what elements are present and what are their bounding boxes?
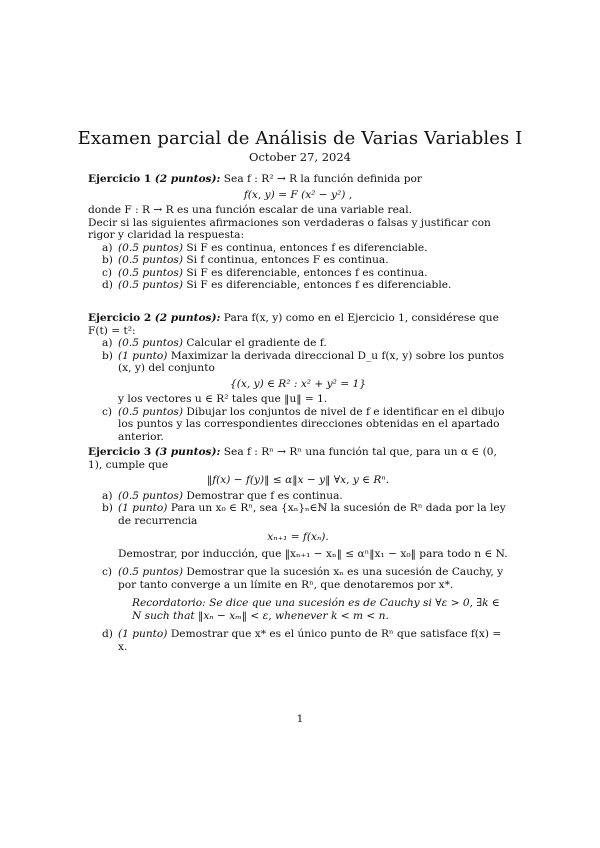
exercise-1-item — [88, 267, 508, 280]
item-points: (1 punto) — [118, 349, 168, 362]
item-label: a) — [102, 337, 113, 349]
item-label: a) — [102, 241, 113, 254]
item-text: Si f continua, entonces F es continua. — [186, 254, 389, 266]
exercise-3-reminder: Recordatorio: Se dice que una sucesión es de Cauchy si ∀ε > 0, ∃k ∈ N such that ‖xₙ − xₘ‖ < ε, whenever k < m < n. — [132, 597, 500, 622]
item-points: (0.5 puntos) — [118, 337, 183, 349]
exercise-1-heading: Ejercicio 1 — [88, 173, 152, 185]
item-label: d) — [102, 628, 113, 640]
exercise-2 — [88, 312, 508, 443]
item-label: b) — [102, 349, 113, 362]
item-points: (0.5 puntos) — [118, 279, 183, 291]
exercise-1-intro-text: Sea f : R² → R la función definida por — [223, 173, 422, 185]
exercise-1-item — [88, 279, 508, 292]
item-label: c) — [102, 566, 113, 578]
exercise-1-points: (2 puntos): — [154, 173, 221, 185]
item-text: Si F es continua, entonces f es diferenciable. — [186, 241, 428, 254]
item-text: Dibujar los conjuntos de nivel de f e identificar en el dibujo los puntos y las correspondientes direcciones obtenidas en el apartado anterior. — [118, 405, 505, 443]
exercise-3-inequality: ‖f(x) − f(y)‖ ≤ α‖x − y‖ ∀x, y ∈ Rⁿ. — [206, 474, 390, 486]
page-number: 1 — [296, 713, 304, 725]
item-points: (0.5 puntos) — [118, 566, 183, 578]
item-text: Si F es diferenciable, entonces f es continua. — [186, 266, 428, 279]
item-points: (0.5 puntos) — [118, 405, 183, 418]
item-label: c) — [102, 405, 113, 418]
item-label: a) — [102, 489, 113, 502]
item-text: Maximizar la derivada direccional D_u f(x, y) sobre los puntos (x, y) del conjunto — [118, 349, 505, 374]
exercise-1 — [88, 173, 508, 292]
exercise-2-intro-text: Para f(x, y) como en el Ejercicio 1, considérese que F(t) = t²: — [88, 312, 499, 337]
exercise-1-where: donde F : R → R es una función escalar de una variable real. — [88, 204, 412, 216]
exercise-2-item-c — [88, 406, 508, 444]
item-points: (0.5 puntos) — [118, 241, 183, 254]
page-title: Examen parcial de Análisis de Varias Variables I — [77, 128, 523, 149]
exercise-3-intro — [88, 446, 508, 471]
item-label: d) — [102, 279, 113, 291]
exercise-3-intro-text: Sea f : Rⁿ → Rⁿ una función tal que, para un α ∈ (0, 1), cumple que — [88, 446, 497, 471]
item-points: (1 punto) — [118, 502, 168, 514]
exercise-3-item-b-end: Demostrar, por inducción, que ‖xₙ₊₁ − xₙ‖ ≤ αⁿ‖x₁ − x₀‖ para todo n ∈ N. — [118, 547, 508, 560]
exam-date: October 27, 2024 — [249, 150, 351, 164]
exercise-3-points: (3 puntos): — [154, 446, 221, 458]
item-text: Demostrar que la sucesión xₙ es una sucesión de Cauchy, y por tanto converge a un límite en Rⁿ, que denotaremos por x*. — [118, 566, 504, 591]
item-text: Demostrar que f es continua. — [186, 489, 343, 502]
item-points: (0.5 puntos) — [118, 489, 183, 502]
exercise-3-item-d — [88, 628, 508, 653]
exercise-2-intro — [88, 312, 508, 337]
item-text: Si F es diferenciable, entonces f es diferenciable. — [186, 279, 452, 291]
exercise-1-item — [88, 242, 508, 255]
exercise-1-item — [88, 254, 508, 267]
exercise-1-intro — [88, 173, 508, 186]
item-points: (0.5 puntos) — [118, 254, 183, 266]
item-points: (0.5 puntos) — [118, 266, 183, 279]
exercise-2-heading: Ejercicio 2 — [88, 312, 152, 324]
item-text: Para un x₀ ∈ Rⁿ, sea {xₙ}ₙ∈ℕ la sucesión de Rⁿ dada por la ley de recurrencia — [118, 502, 506, 527]
item-label: b) — [102, 502, 113, 514]
exercise-3-recurrence: xₙ₊₁ = f(xₙ). — [267, 531, 329, 543]
exercise-3-item-b — [88, 502, 508, 527]
exercise-2-set: {(x, y) ∈ R² : x² + y² = 1} — [230, 377, 366, 390]
item-label: c) — [102, 266, 113, 279]
exercise-2-points: (2 puntos): — [154, 312, 221, 324]
exercise-1-prompt: Decir si las siguientes afirmaciones son verdaderas o falsas y justificar con rigor y claridad la respuesta: — [88, 216, 491, 241]
exercise-3-heading: Ejercicio 3 — [88, 446, 152, 458]
item-text: Calcular el gradiente de f. — [186, 337, 327, 349]
exercise-3-item-a — [88, 490, 508, 503]
exercise-2-item-b — [88, 350, 508, 375]
exercise-3 — [88, 446, 508, 653]
item-points: (1 punto) — [118, 628, 168, 640]
item-text: Demostrar que x* es el único punto de Rⁿ que satisface f(x) = x. — [118, 628, 502, 653]
exercise-1-formula: f(x, y) = F (x² − y²) , — [243, 188, 353, 201]
exercise-2-item-a — [88, 337, 508, 350]
exercise-3-item-c — [88, 566, 508, 591]
exercise-2-item-b-end: y los vectores u ∈ R² tales que ‖u‖ = 1. — [118, 393, 328, 405]
item-label: b) — [102, 254, 113, 266]
